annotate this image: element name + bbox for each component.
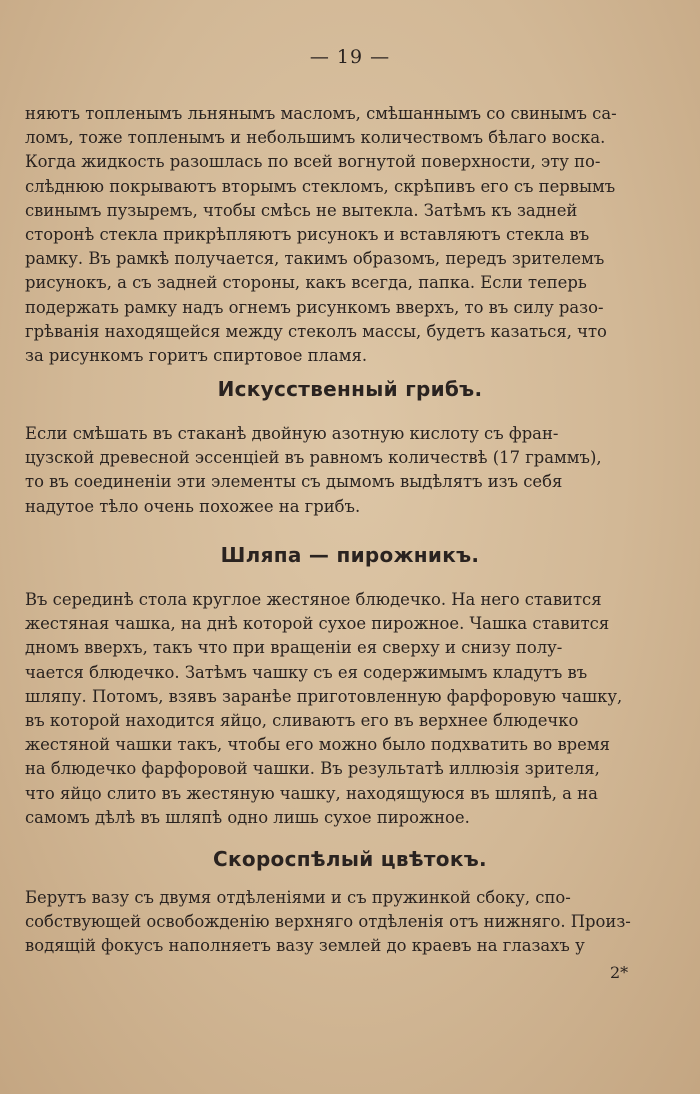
text-line: Когда жидкость разошлась по всей вогнутой поверхности, эту по- — [25, 152, 601, 172]
paragraph-hat-cake — [25, 588, 652, 830]
text-line: грѣванія находящейся между стеколъ массы, будетъ казаться, что — [25, 321, 607, 341]
text-line: дномъ вверхъ, такъ что при вращеніи ея сверху и снизу полу- — [25, 638, 563, 658]
paragraph — [25, 102, 652, 368]
text-line: слѣднюю покрываютъ вторымъ стекломъ, скрѣпивъ его съ первымъ — [25, 176, 616, 196]
paragraph-artificial-mushroom — [25, 422, 652, 519]
section-heading-hat-cake: Шляпа — пирожникъ. — [220, 543, 480, 567]
paragraph-continuation — [25, 102, 652, 368]
text-line: ломъ, тоже топленымъ и небольшимъ количествомъ бѣлаго воска. — [25, 128, 606, 148]
paragraph — [25, 588, 652, 830]
text-line: сторонѣ стекла прикрѣпляютъ рисунокъ и вставляютъ стекла въ — [25, 225, 590, 245]
text-line: надутое тѣло очень похожее на грибъ. — [25, 496, 361, 516]
text-line: цузской древесной эссенціей въ равномъ количествѣ (17 граммъ), — [25, 448, 602, 468]
text-line: самомъ дѣлѣ въ шляпѣ одно лишь сухое пирожное. — [25, 807, 470, 827]
paragraph — [25, 886, 652, 959]
text-line: то въ соединеніи эти элементы съ дымомъ выдѣлятъ изъ себя — [25, 472, 563, 492]
paragraph — [25, 422, 652, 519]
signature-mark: 2* — [610, 963, 629, 982]
page-number: — 19 — — [309, 46, 391, 68]
text-line: жестяной чашки такъ, чтобы его можно было подхватить во время — [25, 735, 610, 755]
text-line: на блюдечко фарфоровой чашки. Въ результатѣ иллюзія зрителя, — [25, 759, 600, 779]
text-line: водящій фокусъ наполняетъ вазу землей до краевъ на глазахъ у — [25, 936, 585, 956]
text-line: что яйцо слито въ жестяную чашку, находящуюся въ шляпѣ, а на — [25, 783, 598, 803]
text-line: подержать рамку надъ огнемъ рисункомъ вверхъ, то въ силу разо- — [25, 297, 604, 317]
text-line: рамку. Въ рамкѣ получается, такимъ образомъ, передъ зрителемъ — [25, 249, 605, 269]
section-heading-quick-flower: Скороспѣлый цвѣтокъ. — [213, 847, 487, 871]
text-line: собствующей освобожденію верхняго отдѣленія отъ нижняго. Произ- — [25, 912, 631, 932]
text-line: Если смѣшать въ стаканѣ двойную азотную кислоту съ фран- — [25, 424, 559, 443]
text-line: свинымъ пузыремъ, чтобы смѣсь не вытекла. Затѣмъ къ задней — [25, 200, 578, 220]
text-line: въ которой находится яйцо, сливаютъ его въ верхнее блюдечко — [25, 711, 579, 731]
text-line: няютъ топленымъ льнянымъ масломъ, смѣшаннымъ со свинымъ са- — [25, 104, 617, 123]
text-line: чается блюдечко. Затѣмъ чашку съ ея содержимымъ кладутъ въ — [25, 662, 588, 682]
section-heading-artificial-mushroom: Искусственный грибъ. — [217, 377, 483, 401]
text-line: за рисункомъ горитъ спиртовое пламя. — [25, 346, 368, 366]
text-line: Въ серединѣ стола круглое жестяное блюдечко. На него ставится — [25, 590, 602, 609]
paragraph-quick-flower — [25, 886, 652, 959]
text-line: шляпу. Потомъ, взявъ заранѣе приготовленную фарфоровую чашку, — [25, 686, 623, 706]
text-line: жестяная чашка, на днѣ которой сухое пирожное. Чашка ставится — [25, 614, 610, 634]
text-line: Берутъ вазу съ двумя отдѣленіями и съ пружинкой сбоку, спо- — [25, 888, 571, 907]
text-line: рисунокъ, а съ задней стороны, какъ всегда, папка. Если теперь — [25, 273, 587, 293]
